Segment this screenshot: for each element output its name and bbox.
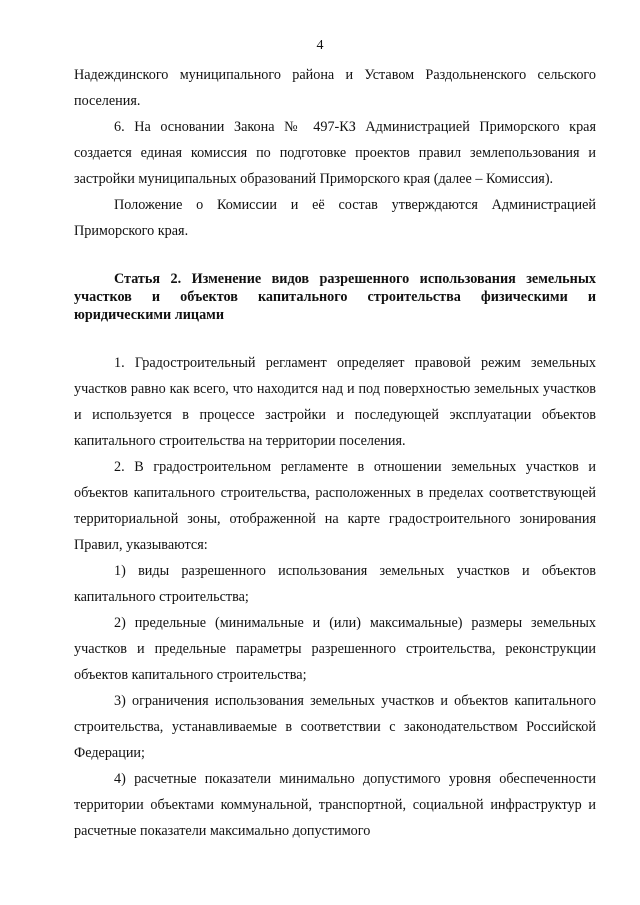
- page-number: 4: [316, 38, 324, 53]
- document-body: [74, 62, 596, 844]
- article-heading: Статья 2. Изменение видов разрешенного использования земельных участков и объектов капитального строительства физическими и юридическими лицами: [74, 271, 596, 323]
- section-gap: [74, 244, 596, 270]
- paragraph: 6. На основании Закона № 497-КЗ Администрацией Приморского края создается единая комиссия по подготовке проектов правил землепользования и застройки муниципальных образований Приморского края (далее – Комиссия).: [74, 119, 596, 187]
- list-item: 4) расчетные показатели минимально допустимого уровня обеспеченности территории объектами коммунальной, транспортной, социальной инфраструктур и расчетные показатели максимально допустимого: [74, 771, 596, 839]
- list-item: 3) ограничения использования земельных участков и объектов капитального строительства, устанавливаемые в соответствии с законодательством Российской Федерации;: [74, 693, 596, 761]
- paragraph: Положение о Комиссии и её состав утверждаются Администрацией Приморского края.: [74, 197, 596, 239]
- paragraph: 2. В градостроительном регламенте в отношении земельных участков и объектов капитального строительства, расположенных в пределах соответствующей территориальной зоны, отображенной на карте градостроительного зонирования Правил, указываются:: [74, 459, 596, 553]
- paragraph: 1. Градостроительный регламент определяет правовой режим земельных участков равно как всего, что находится над и под поверхностью земельных участков и используется в процессе застройки и последующей эксплуатации объектов капитального строительства на территории поселения.: [74, 355, 596, 449]
- list-item: 1) виды разрешенного использования земельных участков и объектов капитального строительства;: [74, 563, 596, 605]
- paragraph: Надеждинского муниципального района и Уставом Раздольненского сельского поселения.: [74, 67, 596, 109]
- section-gap: [74, 324, 596, 350]
- list-item: 2) предельные (минимальные и (или) максимальные) размеры земельных участков и предельные параметры разрешенного строительства, реконструкции объектов капитального строительства;: [74, 615, 596, 683]
